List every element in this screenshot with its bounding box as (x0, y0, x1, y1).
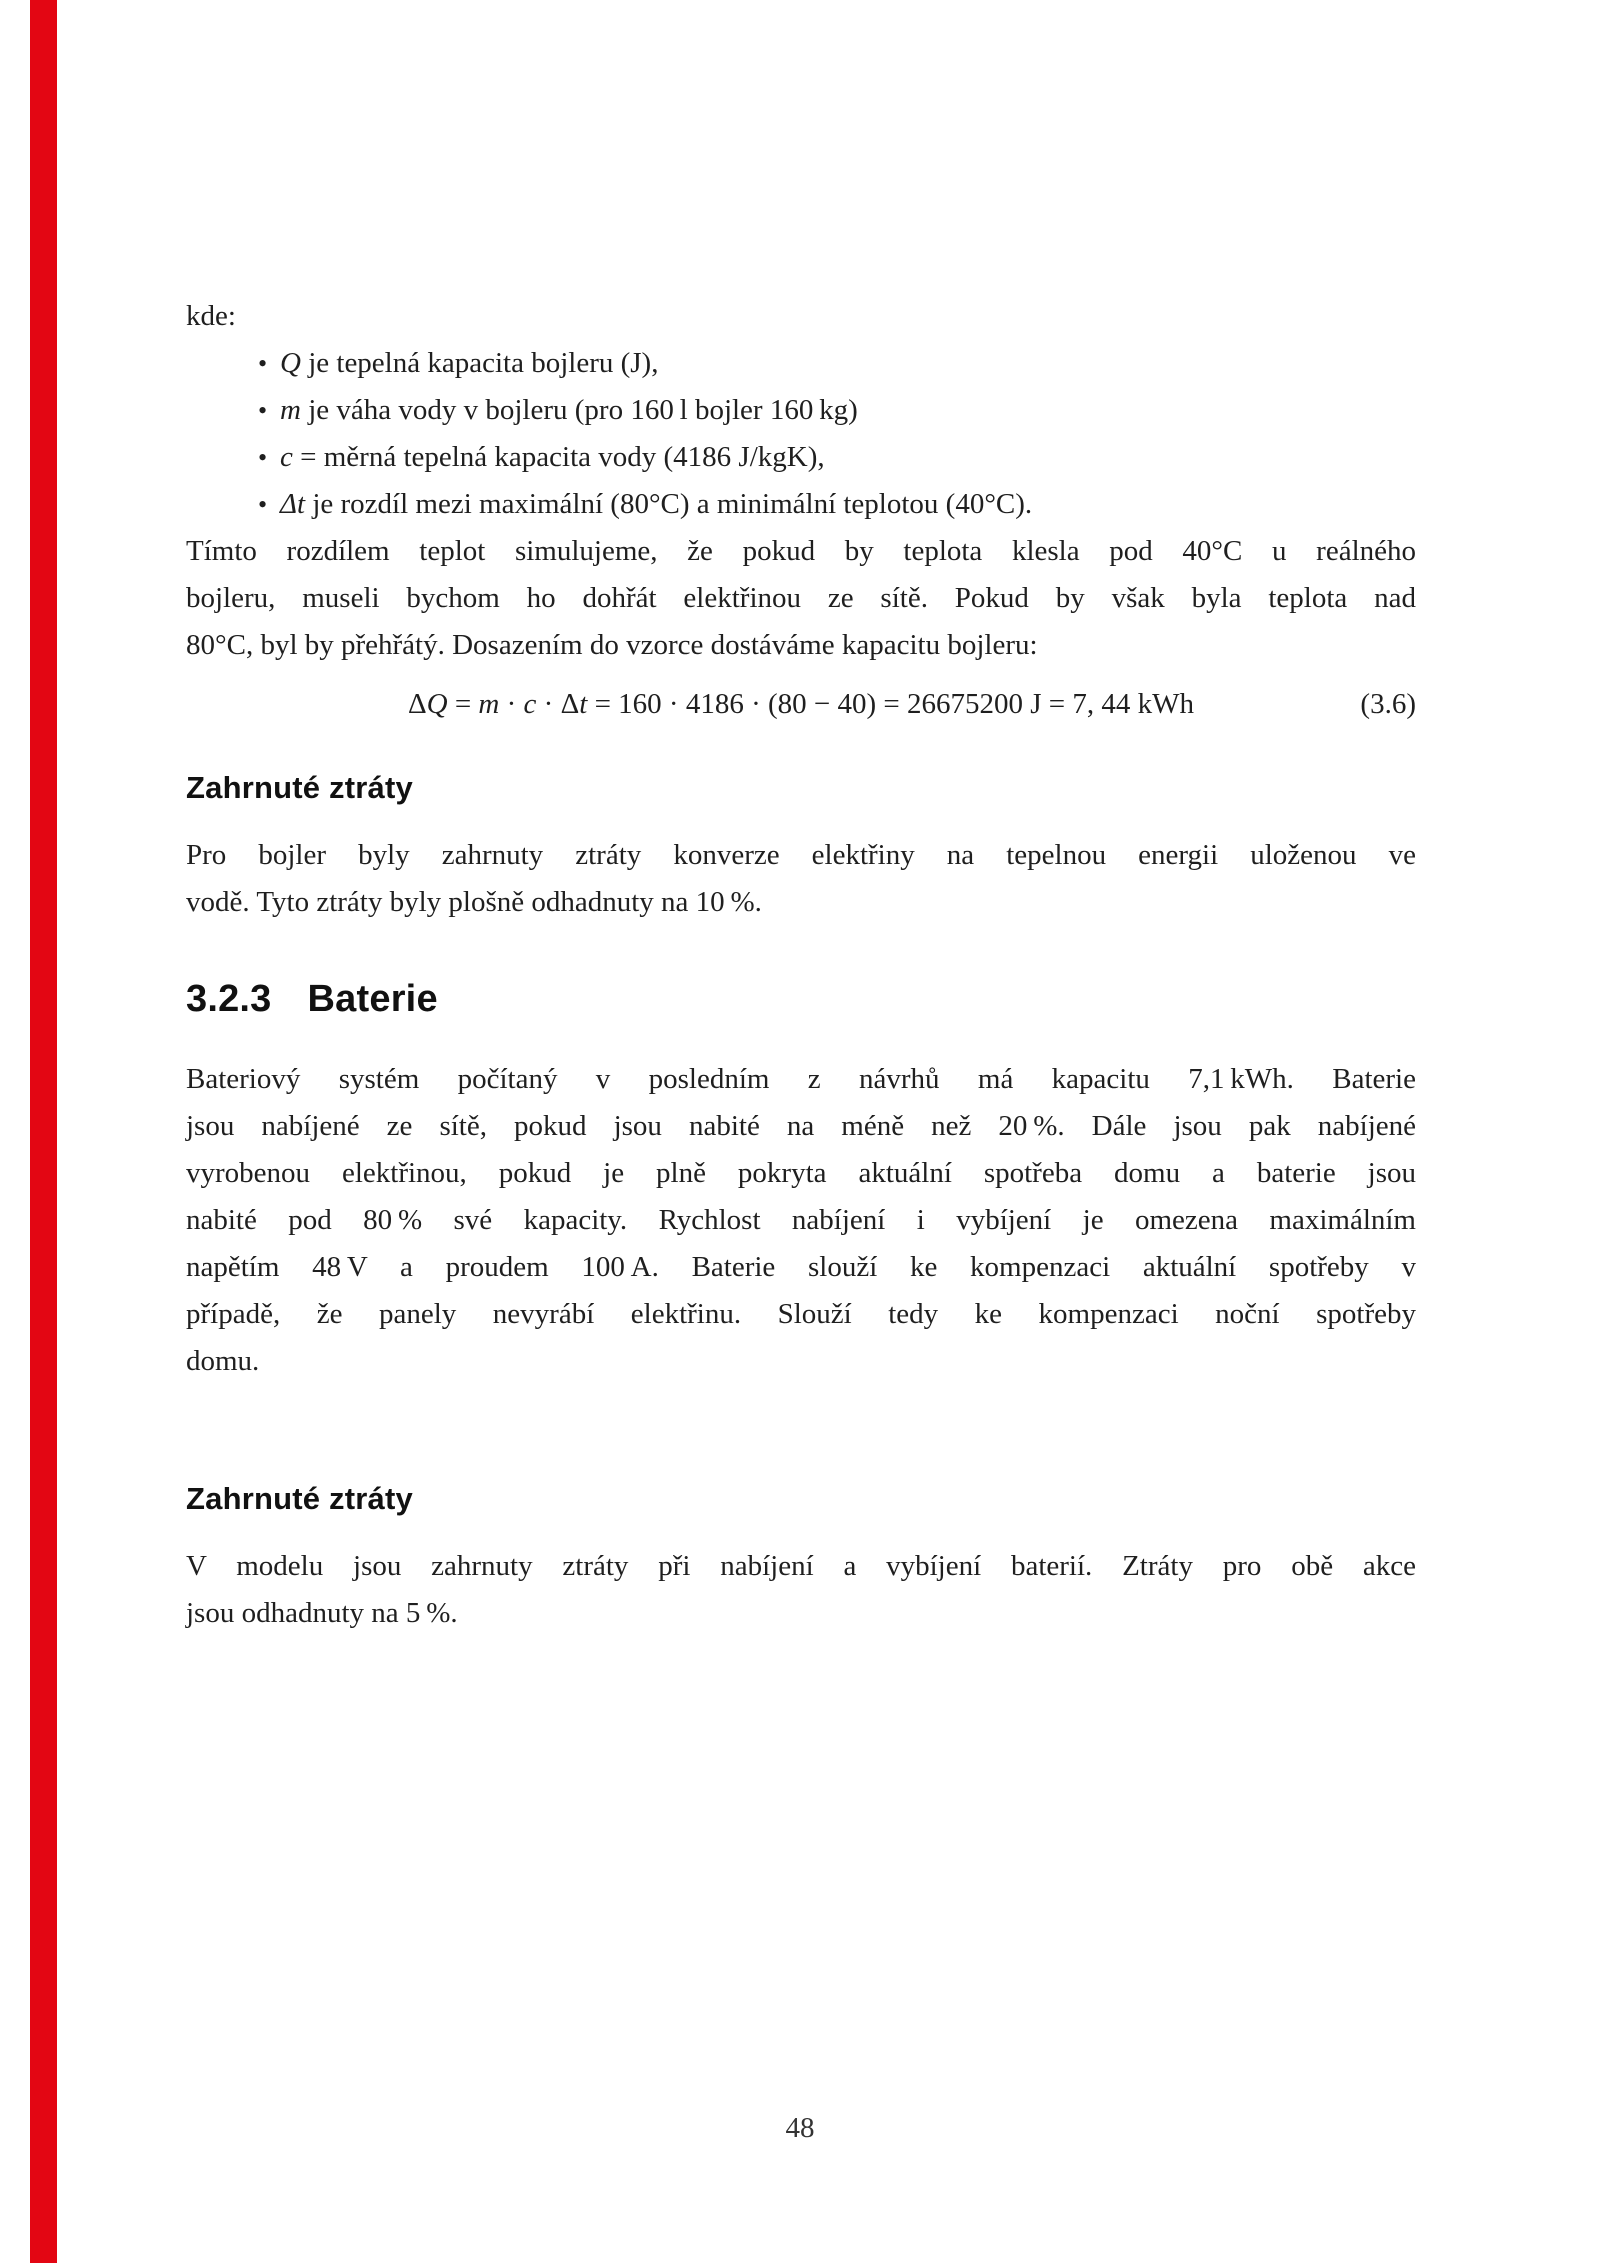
definition-symbol: Q (280, 347, 301, 379)
definition-text: je váha vody v bojleru (pro 160 l bojler 160 kg) (300, 394, 858, 426)
text-line: napětím 48 V a proudem 100 A. Baterie slouží ke kompenzaci aktuální spotřeby v (186, 1251, 1416, 1283)
definition-symbol: c (280, 441, 293, 473)
equation-formula: ΔQ = m · c · Δt = 160 · 4186 · (80 − 40) = 26675200 J = 7, 44 kWh (407, 688, 1195, 720)
red-margin-bar (30, 0, 57, 2263)
bullet-icon: • (258, 349, 268, 378)
bullet-icon: • (258, 443, 268, 472)
section-number: 3.2.3 (186, 978, 272, 1020)
section-title: Baterie (307, 978, 438, 1020)
text-line: Bateriový systém počítaný v posledním z návrhů má kapacitu 7,1 kWh. Baterie (186, 1063, 1416, 1095)
page-number: 48 (785, 2112, 815, 2144)
definition-item (186, 434, 1416, 481)
equation-tag: (3.6) (1360, 688, 1416, 720)
definition-item (186, 481, 1416, 528)
paragraph-battery (186, 1056, 1416, 1385)
text-line: nabité pod 80 % své kapacity. Rychlost nabíjení i vybíjení je omezena maximálním (186, 1204, 1416, 1236)
bullet-icon: • (258, 490, 268, 519)
section-heading-baterie (186, 974, 1416, 1024)
text-line: jsou odhadnuty na 5 %. (186, 1597, 458, 1629)
definition-text: = měrná tepelná kapacita vody (4186 J/kgK), (292, 441, 825, 473)
equation-3-6 (186, 681, 1416, 728)
text-line: vodě. Tyto ztráty byly plošně odhadnuty na 10 %. (186, 886, 762, 918)
text-line: domu. (186, 1345, 260, 1377)
paragraph-boiler-temp (186, 528, 1416, 669)
text-line: bojleru, museli bychom ho dohřát elektřinou ze sítě. Pokud by však byla teplota nad (186, 582, 1416, 614)
definition-symbol: m (280, 394, 301, 426)
text-line: případě, že panely nevyrábí elektřinu. Slouží tedy ke kompenzaci noční spotřeby (186, 1298, 1416, 1330)
paragraph-losses-boiler (186, 832, 1416, 926)
definition-text: je tepelná kapacita bojleru (J), (300, 347, 659, 379)
definition-item (186, 340, 1416, 387)
text-line: Pro bojler byly zahrnuty ztráty konverze elektřiny na tepelnou energii uloženou ve (186, 839, 1416, 871)
definition-text: je rozdíl mezi maximální (80°C) a minimální teplotou (40°C). (305, 488, 1033, 520)
definition-item (186, 387, 1416, 434)
definition-symbol: Δt (280, 488, 306, 520)
document-body (186, 293, 1416, 1637)
bullet-icon: • (258, 396, 268, 425)
text-line: 80°C, byl by přehřátý. Dosazením do vzorce dostáváme kapacitu bojleru: (186, 629, 1038, 661)
heading-losses-boiler: Zahrnuté ztráty (186, 770, 413, 805)
text-line: V modelu jsou zahrnuty ztráty při nabíjení a vybíjení baterií. Ztráty pro obě akce (186, 1550, 1416, 1582)
where-label: kde: (186, 300, 236, 332)
text-line: Tímto rozdílem teplot simulujeme, že pokud by teplota klesla pod 40°C u reálného (186, 535, 1416, 567)
text-line: vyrobenou elektřinou, pokud je plně pokryta aktuální spotřeba domu a baterie jsou (186, 1157, 1416, 1189)
text-line: jsou nabíjené ze sítě, pokud jsou nabité na méně než 20 %. Dále jsou pak nabíjené (186, 1110, 1416, 1142)
heading-losses-battery: Zahrnuté ztráty (186, 1481, 413, 1516)
definition-list (186, 340, 1416, 528)
paragraph-losses-battery (186, 1543, 1416, 1637)
